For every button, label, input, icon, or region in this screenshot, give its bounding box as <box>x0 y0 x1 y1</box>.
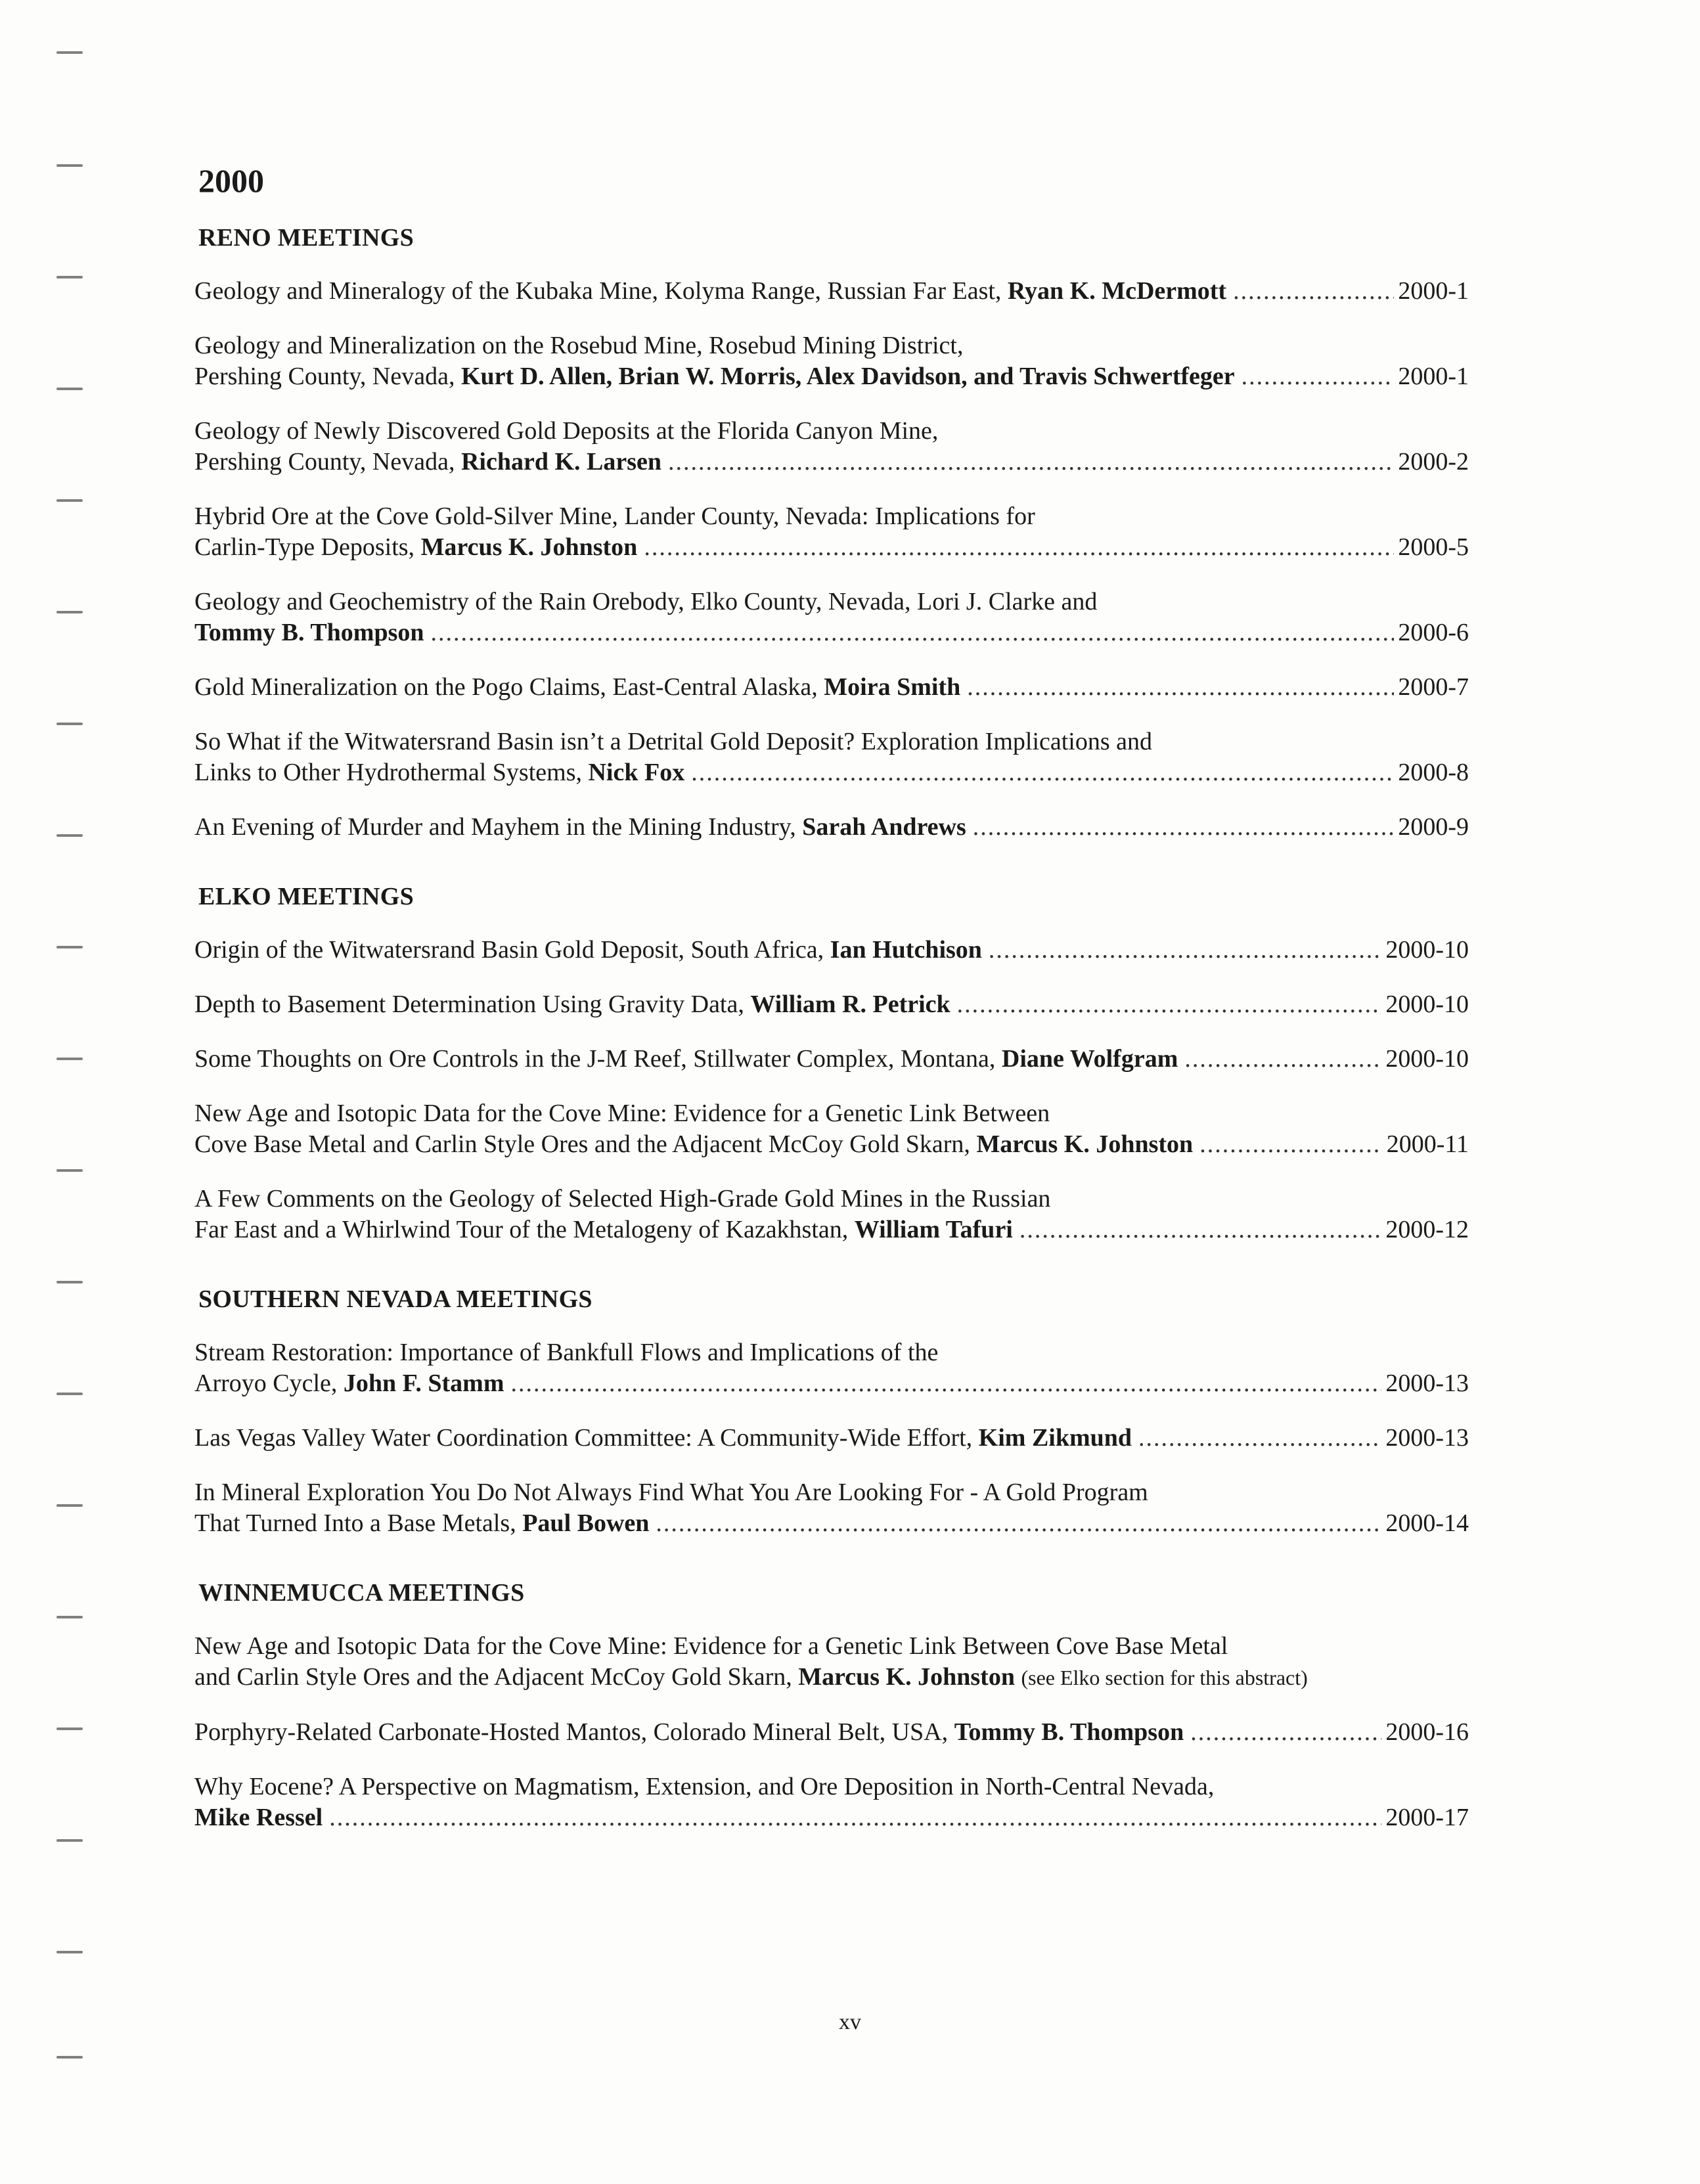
entry-title-text: Porphyry-Related Carbonate-Hosted Mantos, Colorado Mineral Belt, USA, <box>194 1718 954 1746</box>
punch-mark <box>56 723 83 725</box>
entry-title-text: Carlin-Type Deposits, <box>194 533 421 561</box>
year-heading: 2000 <box>198 162 264 199</box>
entry-final-line <box>194 1508 1469 1539</box>
toc-entry <box>194 1044 1469 1075</box>
entry-final-line <box>194 1129 1469 1160</box>
entry-final-line <box>194 532 1469 563</box>
entry-title-text: Gold Mineralization on the Pogo Claims, East-Central Alaska, <box>194 673 824 701</box>
dot-leader <box>1190 1717 1381 1748</box>
punch-mark <box>56 499 83 502</box>
toc-entry <box>194 989 1469 1020</box>
entry-authors: Ian Hutchison <box>830 936 982 964</box>
entry-final-line <box>194 1717 1469 1748</box>
toc-entry <box>194 726 1469 788</box>
punch-mark <box>56 1281 83 1283</box>
entry-title-text: Arroyo Cycle, <box>194 1370 344 1397</box>
dot-leader <box>1019 1215 1381 1245</box>
toc-entry <box>194 1098 1469 1160</box>
entry-page-reference: 2000-13 <box>1385 1370 1469 1397</box>
entry-page-reference: 2000-9 <box>1398 813 1469 841</box>
entry-final-line <box>194 1368 1469 1399</box>
entry-title-text: That Turned Into a Base Metals, <box>194 1509 523 1537</box>
entry-title-line: Geology and Mineralization on the Rosebud Mine, Rosebud Mining District, <box>194 332 964 359</box>
dot-leader <box>967 672 1394 703</box>
entry-title-line: A Few Comments on the Geology of Selected High-Grade Gold Mines in the Russian <box>194 1185 1051 1213</box>
entry-final-line <box>194 989 1469 1020</box>
punch-mark <box>56 164 83 167</box>
sections-container <box>194 223 1469 1833</box>
entry-body <box>194 812 966 843</box>
entry-title-text: Pershing County, Nevada, <box>194 363 461 390</box>
entry-final-line <box>194 276 1469 307</box>
dot-leader <box>431 617 1395 648</box>
entry-title-text: Some Thoughts on Ore Controls in the J-M Reef, Stillwater Complex, Montana, <box>194 1045 1002 1073</box>
entry-page-reference: 2000-12 <box>1385 1216 1469 1243</box>
entry-title-text: Far East and a Whirlwind Tour of the Metalogeny of Kazakhstan, <box>194 1216 855 1243</box>
dot-leader <box>668 447 1394 478</box>
entry-authors: Marcus K. Johnston <box>976 1130 1194 1158</box>
entry-authors: William R. Petrick <box>750 991 951 1018</box>
entry-authors: Richard K. Larsen <box>460 448 662 476</box>
entry-page-reference: 2000-13 <box>1385 1424 1469 1452</box>
punch-mark <box>56 834 83 837</box>
toc-entry <box>194 1717 1469 1748</box>
toc-entry <box>194 330 1469 392</box>
section-heading: WINNEMUCCA MEETINGS <box>198 1579 525 1607</box>
punch-mark <box>56 51 83 54</box>
entry-authors: Mike Ressel <box>194 1804 323 1831</box>
dot-leader <box>1233 276 1394 307</box>
entry-authors: Tommy B. Thompson <box>194 619 424 646</box>
dot-leader <box>329 1802 1381 1833</box>
entry-authors: Marcus K. Johnston <box>420 533 638 561</box>
meeting-section <box>194 1578 1469 1833</box>
toc-entry <box>194 416 1469 478</box>
entry-final-line <box>194 617 1469 648</box>
entry-final-line <box>194 1662 1469 1693</box>
punch-mark <box>56 946 83 948</box>
dot-leader <box>1138 1423 1381 1454</box>
entry-authors: Tommy B. Thompson <box>954 1718 1184 1746</box>
entry-page-reference: 2000-10 <box>1385 991 1469 1018</box>
dot-leader <box>1199 1129 1383 1160</box>
punch-mark <box>56 2056 83 2059</box>
entry-authors: Kurt D. Allen, Brian W. Morris, Alex Davidson, and Travis Schwertfeger <box>460 363 1235 390</box>
entry-page-reference: 2000-14 <box>1385 1509 1469 1537</box>
entry-final-line <box>194 1215 1469 1245</box>
entry-body <box>194 447 661 478</box>
dot-leader <box>644 532 1394 563</box>
entry-final-line <box>194 1802 1469 1833</box>
entry-body <box>194 1508 649 1539</box>
punch-mark <box>56 1839 83 1842</box>
entry-title-text: Las Vegas Valley Water Coordination Committee: A Community-Wide Effort, <box>194 1424 979 1452</box>
meeting-section <box>194 223 1469 843</box>
entry-body <box>194 1717 1184 1748</box>
punch-mark <box>56 276 83 279</box>
toc-entry <box>194 1477 1469 1539</box>
punch-mark <box>56 1169 83 1172</box>
entry-final-line <box>194 812 1469 843</box>
entry-body <box>194 1423 1132 1454</box>
toc-entry <box>194 1772 1469 1833</box>
entry-title-line: So What if the Witwatersrand Basin isn’t a Detrital Gold Deposit? Exploration Implications and <box>194 728 1153 755</box>
entry-title-text: Origin of the Witwatersrand Basin Gold Deposit, South Africa, <box>194 936 830 964</box>
dot-leader <box>957 989 1382 1020</box>
entry-body <box>194 1044 1178 1075</box>
punch-mark <box>56 1951 83 1953</box>
entry-final-line <box>194 935 1469 966</box>
entry-authors: John F. Stamm <box>343 1370 504 1397</box>
entry-body <box>194 276 1226 307</box>
entry-title-line: Hybrid Ore at the Cove Gold-Silver Mine, Lander County, Nevada: Implications for <box>194 502 1035 530</box>
entry-body <box>194 672 960 703</box>
entry-page-reference: 2000-7 <box>1398 673 1469 701</box>
toc-entry <box>194 1631 1469 1693</box>
entry-final-line <box>194 361 1469 392</box>
entry-body <box>194 1215 1013 1245</box>
section-heading: RENO MEETINGS <box>198 224 414 252</box>
entry-body <box>194 1662 1308 1693</box>
entry-title-text: Cove Base Metal and Carlin Style Ores and the Adjacent McCoy Gold Skarn, <box>194 1130 977 1158</box>
entry-authors: William Tafuri <box>854 1216 1013 1243</box>
entry-page-reference: 2000-10 <box>1385 936 1469 964</box>
entry-body <box>194 1802 323 1833</box>
toc-entry <box>194 672 1469 703</box>
section-heading: SOUTHERN NEVADA MEETINGS <box>198 1285 593 1313</box>
entry-final-line <box>194 672 1469 703</box>
entry-title-text: and Carlin Style Ores and the Adjacent McCoy Gold Skarn, <box>194 1663 799 1691</box>
entry-title-line: Geology and Geochemistry of the Rain Orebody, Elko County, Nevada, Lori J. Clarke and <box>194 588 1098 615</box>
dot-leader <box>691 757 1394 788</box>
dot-leader <box>989 935 1381 966</box>
entry-body <box>194 1368 504 1399</box>
table-of-contents <box>194 164 1469 1873</box>
entry-body <box>194 935 982 966</box>
entry-final-line <box>194 447 1469 478</box>
entry-title-text: An Evening of Murder and Mayhem in the Mining Industry, <box>194 813 803 841</box>
entry-title-line: Stream Restoration: Importance of Bankfull Flows and Implications of the <box>194 1339 939 1366</box>
entry-title-line: New Age and Isotopic Data for the Cove Mine: Evidence for a Genetic Link Between Cove Base Metal <box>194 1632 1228 1660</box>
entry-page-reference: 2000-6 <box>1398 619 1469 646</box>
dot-leader <box>656 1508 1381 1539</box>
toc-entry <box>194 1337 1469 1399</box>
dot-leader <box>1241 361 1395 392</box>
punch-mark <box>56 1504 83 1507</box>
entry-page-reference: 2000-16 <box>1385 1718 1469 1746</box>
entry-title-line: Why Eocene? A Perspective on Magmatism, Extension, and Ore Deposition in North-Central Nevada, <box>194 1773 1215 1800</box>
dot-leader <box>510 1368 1381 1399</box>
page-number: xv <box>839 2010 861 2034</box>
punch-mark <box>56 611 83 613</box>
entry-page-reference: 2000-11 <box>1386 1130 1469 1158</box>
entry-authors: Nick Fox <box>588 759 685 786</box>
entry-body <box>194 757 684 788</box>
toc-entry <box>194 501 1469 563</box>
section-heading: ELKO MEETINGS <box>198 883 414 910</box>
entry-page-reference: 2000-8 <box>1398 759 1469 786</box>
entry-title-line: New Age and Isotopic Data for the Cove Mine: Evidence for a Genetic Link Between <box>194 1100 1050 1127</box>
entry-authors: Ryan K. McDermott <box>1007 277 1227 305</box>
punch-mark <box>56 1393 83 1395</box>
dot-leader <box>973 812 1395 843</box>
entry-authors: Moira Smith <box>824 673 961 701</box>
entry-final-line <box>194 1423 1469 1454</box>
entry-body <box>194 532 637 563</box>
punch-mark <box>56 1058 83 1060</box>
entry-page-reference: 2000-10 <box>1385 1045 1469 1073</box>
entry-page-reference: 2000-5 <box>1398 533 1469 561</box>
dot-leader <box>1184 1044 1381 1075</box>
entry-title-line: In Mineral Exploration You Do Not Always Find What You Are Looking For - A Gold Program <box>194 1479 1148 1506</box>
entry-page-reference: 2000-1 <box>1398 363 1469 390</box>
entry-title-line: Geology of Newly Discovered Gold Deposits at the Florida Canyon Mine, <box>194 417 939 445</box>
toc-entry <box>194 1423 1469 1454</box>
entry-authors: Marcus K. Johnston <box>798 1663 1015 1691</box>
entry-page-reference: 2000-17 <box>1385 1804 1469 1831</box>
entry-final-line <box>194 757 1469 788</box>
toc-entry <box>194 587 1469 648</box>
entry-authors: Kim Zikmund <box>978 1424 1132 1452</box>
entry-body <box>194 989 951 1020</box>
entry-authors: Paul Bowen <box>522 1509 650 1537</box>
toc-entry <box>194 935 1469 966</box>
entry-authors: Diane Wolfgram <box>1001 1045 1178 1073</box>
entry-note: (see Elko section for this abstract) <box>1021 1666 1308 1689</box>
toc-entry <box>194 1184 1469 1245</box>
meeting-section <box>194 1285 1469 1539</box>
toc-entry <box>194 276 1469 307</box>
entry-body <box>194 1129 1193 1160</box>
punch-mark <box>56 388 83 390</box>
entry-body <box>194 361 1235 392</box>
entry-title-text: Depth to Basement Determination Using Gravity Data, <box>194 991 751 1018</box>
entry-title-text: Geology and Mineralogy of the Kubaka Mine, Kolyma Range, Russian Far East, <box>194 277 1008 305</box>
toc-entry <box>194 812 1469 843</box>
entry-title-text: Pershing County, Nevada, <box>194 448 461 476</box>
entry-body <box>194 617 424 648</box>
entry-authors: Sarah Andrews <box>802 813 966 841</box>
entry-page-reference: 2000-2 <box>1398 448 1469 476</box>
punch-mark <box>56 1727 83 1730</box>
entry-title-text: Links to Other Hydrothermal Systems, <box>194 759 589 786</box>
punch-mark <box>56 1616 83 1618</box>
entry-final-line <box>194 1044 1469 1075</box>
entry-page-reference: 2000-1 <box>1398 277 1469 305</box>
meeting-section <box>194 882 1469 1245</box>
